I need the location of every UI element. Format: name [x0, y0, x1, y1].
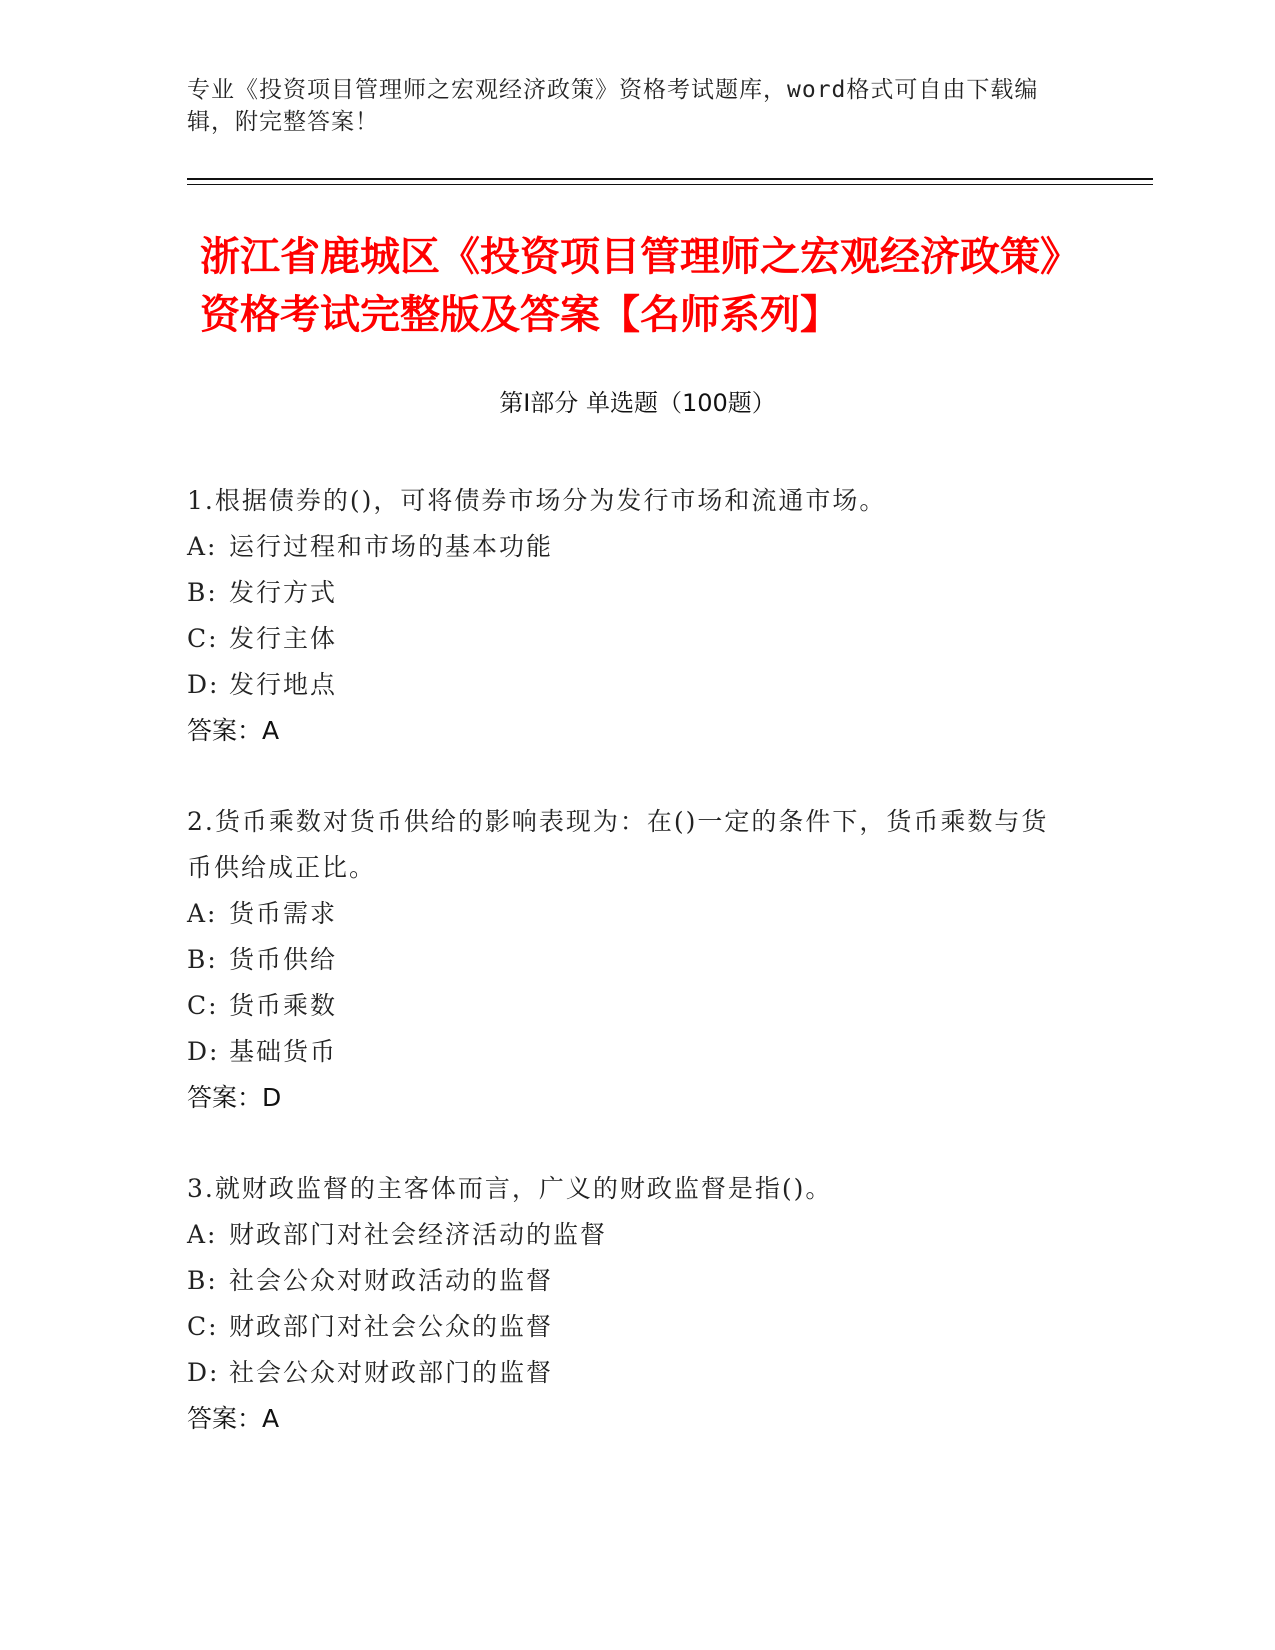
section-heading: 第I部分 单选题（100题）: [499, 389, 776, 417]
answer-value: D: [262, 1083, 282, 1112]
option-b: [187, 937, 1067, 983]
question-2: [187, 799, 1067, 1121]
answer-line: [187, 1075, 1067, 1121]
option-key: A:: [187, 532, 218, 561]
option-b: [187, 570, 1067, 616]
option-d: [187, 662, 1067, 708]
option-text: 货币需求: [229, 899, 338, 928]
option-c: [187, 1304, 1067, 1350]
option-text: 货币供给: [229, 945, 338, 974]
answer-label: 答案：: [187, 1404, 263, 1433]
option-key: C:: [187, 991, 219, 1020]
document-title: 浙江省鹿城区《投资项目管理师之宏观经济政策》资格考试完整版及答案【名师系列】: [200, 234, 1080, 338]
option-key: D:: [187, 1037, 220, 1066]
option-text: 社会公众对财政活动的监督: [229, 1266, 554, 1295]
answer-label: 答案：: [187, 716, 263, 745]
option-key: B:: [187, 1266, 218, 1295]
question-stem: 1.根据债券的()，可将债券市场分为发行市场和流通市场。: [187, 486, 887, 515]
option-key: A:: [187, 1220, 218, 1249]
header-rule-thick: [187, 178, 1153, 180]
header-note: 专业《投资项目管理师之宏观经济政策》资格考试题库，word格式可自由下载编辑，附完整答案！: [187, 77, 1039, 135]
answer-label: 答案：: [187, 1083, 263, 1112]
option-key: B:: [187, 578, 218, 607]
answer-value: A: [262, 716, 280, 745]
question-3: [187, 1166, 1067, 1442]
option-d: [187, 1350, 1067, 1396]
option-text: 发行主体: [229, 624, 338, 653]
header-rule-thin: [187, 184, 1153, 185]
question-list: [187, 478, 1067, 1487]
option-key: C:: [187, 624, 219, 653]
answer-line: [187, 1396, 1067, 1442]
option-text: 基础货币: [229, 1037, 338, 1066]
option-a: [187, 1212, 1067, 1258]
option-d: [187, 1029, 1067, 1075]
option-text: 财政部门对社会经济活动的监督: [229, 1220, 608, 1249]
option-text: 社会公众对财政部门的监督: [229, 1358, 554, 1387]
option-b: [187, 1258, 1067, 1304]
option-text: 发行地点: [229, 670, 338, 699]
option-c: [187, 983, 1067, 1029]
option-key: C:: [187, 1312, 219, 1341]
option-text: 运行过程和市场的基本功能: [229, 532, 554, 561]
question-stem: 2.货币乘数对货币供给的影响表现为：在()一定的条件下，货币乘数与货币供给成正比。: [187, 807, 1049, 882]
option-text: 财政部门对社会公众的监督: [229, 1312, 554, 1341]
option-a: [187, 524, 1067, 570]
option-text: 发行方式: [229, 578, 338, 607]
answer-value: A: [262, 1404, 280, 1433]
option-key: D:: [187, 670, 220, 699]
option-c: [187, 616, 1067, 662]
option-key: D:: [187, 1358, 220, 1387]
option-a: [187, 891, 1067, 937]
question-stem: 3.就财政监督的主客体而言，广义的财政监督是指()。: [187, 1174, 833, 1203]
answer-line: [187, 708, 1067, 754]
option-key: A:: [187, 899, 218, 928]
question-1: [187, 478, 1067, 754]
option-text: 货币乘数: [229, 991, 338, 1020]
option-key: B:: [187, 945, 218, 974]
